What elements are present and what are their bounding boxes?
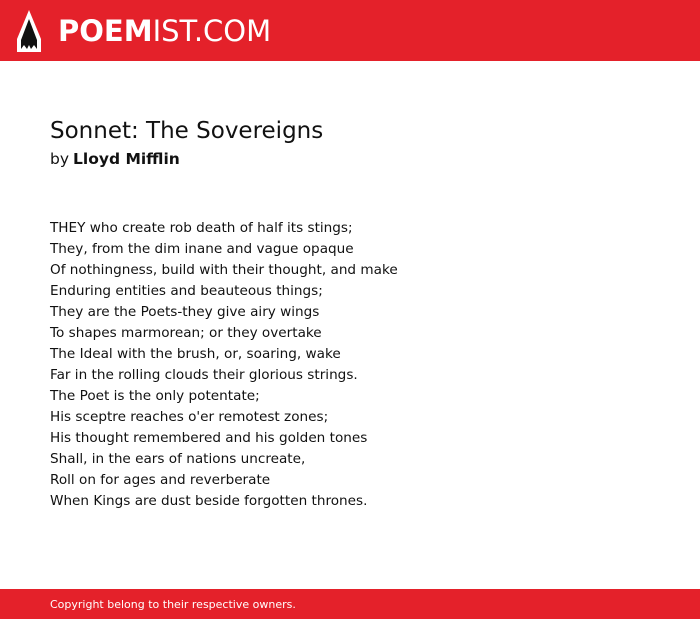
poem-line: Enduring entities and beauteous things; (50, 283, 323, 299)
by-label: by (50, 150, 70, 168)
poem-line: Of nothingness, build with their thought, and make (50, 262, 398, 278)
poem-line: Roll on for ages and reverberate (50, 472, 271, 488)
poem-line: The Poet is the only potentate; (50, 388, 260, 404)
pencil-tip-icon (14, 9, 44, 53)
poem-line: They are the Poets-they give airy wings (50, 304, 320, 320)
logo-bold-text: POEM (58, 14, 153, 48)
poem-line: THEY who create rob death of half its stings; (50, 220, 353, 236)
copyright-text: Copyright belong to their respective owners. (50, 598, 296, 611)
poem-line: When Kings are dust beside forgotten thrones. (50, 493, 368, 509)
site-header (0, 0, 700, 61)
poem-line: Shall, in the ears of nations uncreate, (50, 451, 306, 467)
poem-body (50, 218, 398, 512)
poem-line: Far in the rolling clouds their glorious strings. (50, 367, 358, 383)
site-footer (0, 589, 700, 619)
author-name[interactable]: Lloyd Mifflin (73, 150, 180, 168)
poem-line: His thought remembered and his golden tones (50, 430, 368, 446)
poem-line: His sceptre reaches o'er remotest zones; (50, 409, 329, 425)
poem-title: Sonnet: The Sovereigns (50, 118, 324, 144)
poem-line: To shapes marmorean; or they overtake (50, 325, 322, 341)
site-logo[interactable] (14, 8, 271, 54)
byline (50, 148, 180, 170)
poem-line: They, from the dim inane and vague opaque (50, 241, 354, 257)
poem-line: The Ideal with the brush, or, soaring, wake (50, 346, 341, 362)
logo-light-text: IST.COM (152, 14, 272, 48)
logo-wordmark (58, 8, 271, 54)
